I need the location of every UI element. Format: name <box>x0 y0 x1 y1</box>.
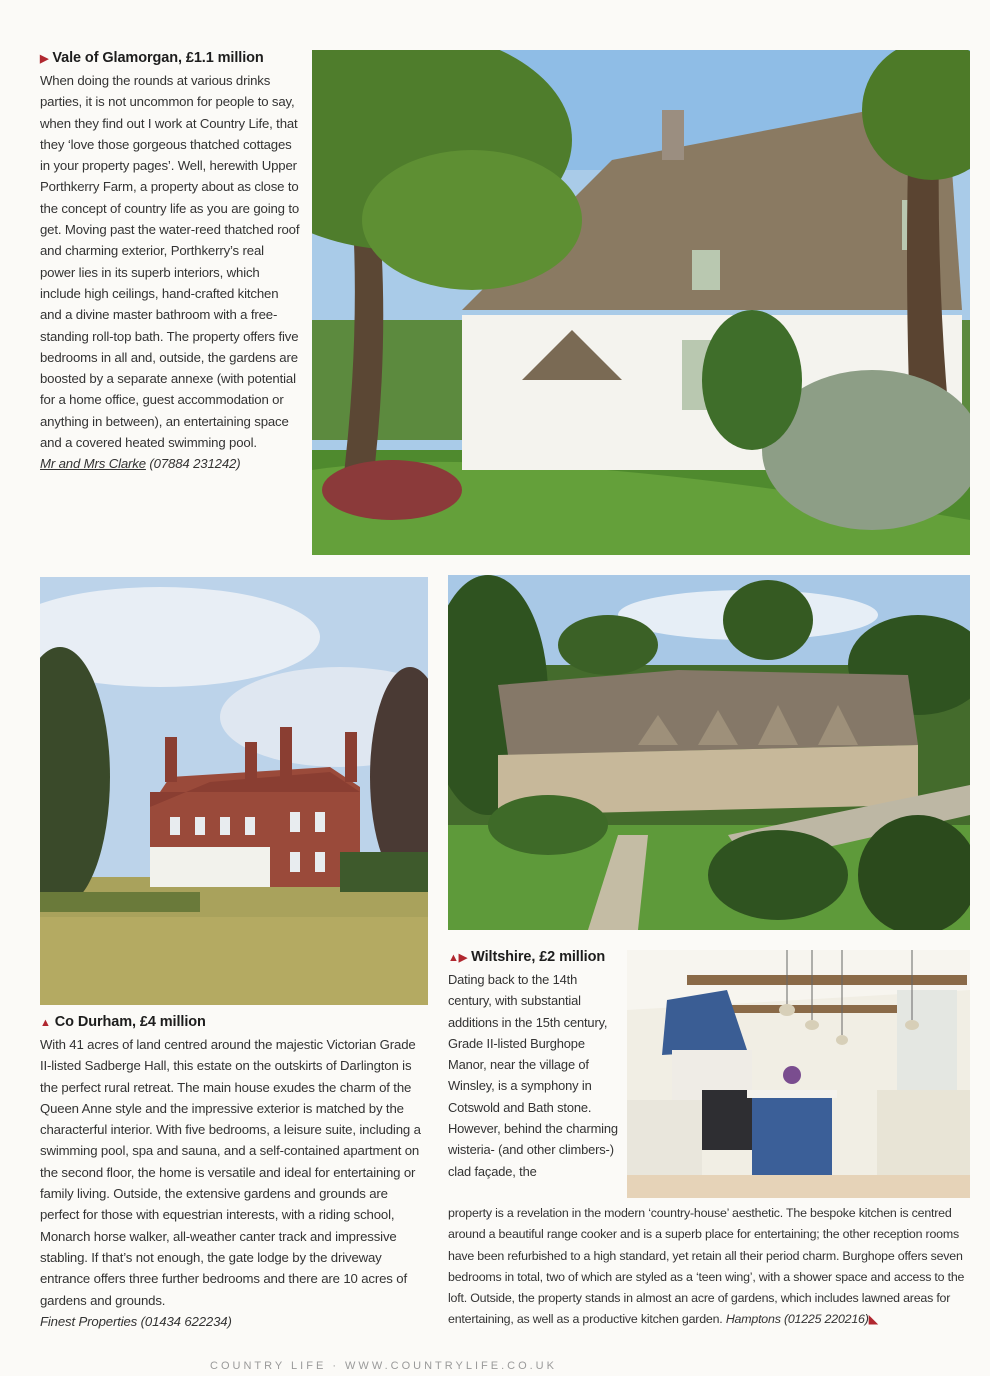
listing-price: £4 million <box>139 1014 206 1030</box>
listing-location: Vale of Glamorgan <box>52 50 178 66</box>
agent-phone: (01434 622234) <box>140 1313 232 1329</box>
listing-price: £2 million <box>539 949 606 965</box>
arrow-right-icon: ▶ <box>40 53 49 65</box>
listing-body-text: property is a revelation in the modern ‘country-house’ aesthetic. The bespoke kitchen is centred around a beautiful range cooker and is a superb place for entertaining; the other reception rooms have been refurbished to a high standard, yet retain all their period charm. Burghope offers seven bedrooms in total, two of which are styled as a ‘teen wing’, with a shower space and access to the loft. Outside, the property stands in almost an acre of gardens, which includes lawned areas for entertaining, as well as a productive kitchen garden. <box>448 1206 965 1327</box>
agent-link[interactable]: Hamptons <box>725 1312 781 1327</box>
agent-phone: (07884 231242) <box>149 456 241 472</box>
arrow-up-right-icon: ▲▶ <box>448 952 468 964</box>
listing-body: When doing the rounds at various drinks parties, it is not uncommon for people to say, when they find out I work at Country Life, that they ‘love those gorgeous thatched cottages in your property pages’. Well, herewith Upper Porthkerry Farm, a property about as close to the concept of country life as you are going to get. Moving past the water-reed thatched roof and charming exterior, Porthkerry’s real power lies in its superb interiors, which include high ceilings, hand-crafted kitchen and a divine master bathroom with a free-standing roll-top bath. The property offers five bedrooms in all and, outside, the gardens are boosted by a separate annexe (with potential for a home office, guest accommodation or anything in between), an entertaining space and a covered heated swimming pool. <box>40 73 300 451</box>
listing-location: Co Durham <box>54 1014 133 1030</box>
footer-text: COUNTRY LIFE · WWW.COUNTRYLIFE.CO.UK <box>210 1360 557 1372</box>
listing-glamorgan <box>40 48 300 475</box>
agent-phone: (01225 220216) <box>783 1312 869 1327</box>
red-brick-hall-photo <box>40 577 428 1005</box>
kitchen-interior-photo <box>627 950 970 1198</box>
listing-body: With 41 acres of land centred around the majestic Victorian Grade II-listed Sadberge Hall, this estate on the outskirts of Darlington is the perfect rural retreat. The main house exudes the charm of the Queen Anne style and the impressive exterior is matched by the characterful interior. With five bedrooms, a leisure suite, including a swimming pool, spa and sauna, and a self-contained apartment on the second floor, the home is versatile and ideal for entertaining or family living. Outside, the extensive gardens and grounds are perfect for those with equestrian interests, with a riding school, Monarch horse walker, all-weather canter track and impressive stabling. If that’s not enough, the gate lodge by the driveway entrance offers three further bedrooms and there are 10 acres of gardens and grounds. <box>40 1037 421 1308</box>
listing-durham <box>40 1012 428 1332</box>
listing-body-narrow: Dating back to the 14th century, with substantial additions in the 15th century, Grade II-listed Burghope Manor, near the village of Winsley, is a symphony in Cotswold and Bath stone. However, behind the charming wisteria- (and other climbers-) clad façade, the <box>448 972 618 1179</box>
listing-location: Wiltshire <box>471 949 532 965</box>
listing-price: £1.1 million <box>185 50 264 66</box>
listing-wiltshire-continued <box>448 1203 973 1331</box>
thatched-cottage-photo <box>312 50 970 555</box>
listing-heading: ▲▶ Wiltshire, £2 million <box>448 949 606 965</box>
stone-manor-aerial-photo <box>448 575 970 930</box>
agent-link[interactable]: Mr and Mrs Clarke <box>40 456 146 472</box>
listing-contact <box>40 1311 428 1332</box>
listing-contact <box>40 453 300 474</box>
end-mark-icon: ◣ <box>868 1312 878 1327</box>
listing-body-wide <box>448 1203 973 1331</box>
arrow-up-icon: ▲ <box>40 1017 51 1029</box>
listing-heading: ▶ Vale of Glamorgan, £1.1 million <box>40 50 264 66</box>
listing-heading: ▲ Co Durham, £4 million <box>40 1014 206 1030</box>
listing-wiltshire <box>448 947 618 1182</box>
agent-link[interactable]: Finest Properties <box>40 1313 138 1329</box>
